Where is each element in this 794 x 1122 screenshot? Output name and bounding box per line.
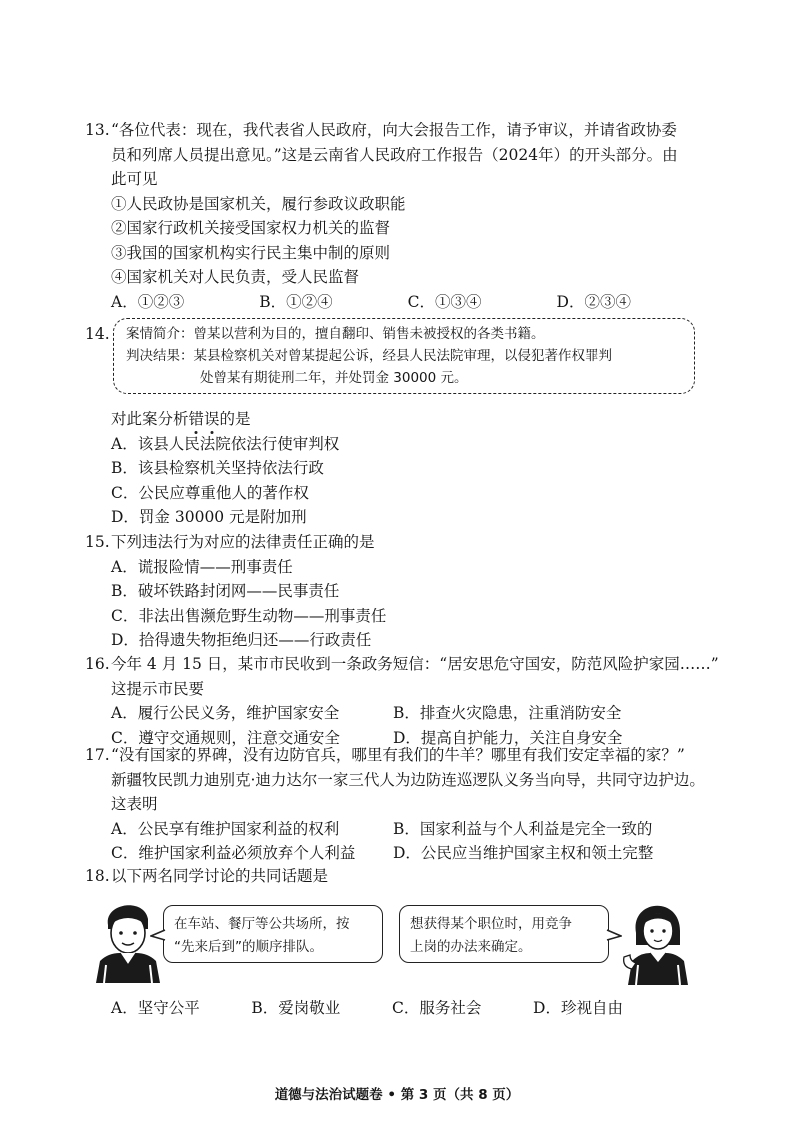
option-c[interactable]: C．非法出售濒危野生动物——刑事责任: [111, 606, 387, 625]
question-number: 15.: [85, 533, 110, 551]
bubble-text: 想获得某个职位时，用竞争: [410, 916, 572, 932]
stem-line: 此可见: [111, 170, 158, 188]
stem-text: 对此案分析: [111, 410, 189, 428]
statement-item: ②国家行政机关接受国家权力机关的监督: [111, 219, 391, 237]
verdict-text: 某县检察机关对曾某提起公诉，经县人民法院审理，以侵犯著作权罪判: [193, 348, 612, 364]
option-c[interactable]: C．遵守交通规则，注意交通安全: [111, 728, 340, 747]
option-d[interactable]: D．②③④: [556, 292, 631, 311]
option-a[interactable]: A．履行公民义务，维护国家安全: [111, 704, 340, 722]
question-number: 16.: [85, 655, 110, 673]
options-row: [111, 290, 631, 315]
option-a[interactable]: A．该县人民法院依法行使审判权: [111, 434, 340, 453]
option-a[interactable]: A．公民享有维护国家利益的权利: [111, 819, 340, 838]
option-b[interactable]: B．爱岗敬业: [251, 999, 341, 1017]
stem-text: 的是: [219, 410, 251, 428]
case-text: 曾某以营利为目的，擅自翻印、销售未被授权的各类书籍。: [193, 326, 545, 342]
stem-line: 员和列席人员提出意见。”这是云南省人民政府工作报告（2024年）的开头部分。由: [111, 145, 678, 164]
stem-line: “各位代表：现在，我代表省人民政府，向大会报告工作，请予审议，并请省政协委: [111, 121, 677, 139]
case-label: 案情简介：: [126, 326, 194, 342]
stem-line: 这表明: [111, 795, 158, 813]
statement-item: ④国家机关对人民负责，受人民监督: [111, 268, 360, 286]
option-d[interactable]: D．提高自护能力，关注自身安全: [393, 728, 623, 747]
option-d[interactable]: D．拾得遗失物拒绝归还——行政责任: [111, 631, 372, 649]
emphasis-char: 错: [188, 410, 205, 428]
stem-line: 今年 4 月 15 日，某市市民收到一条政务短信：“居安思危守国安，防范风险护家园……”: [111, 655, 719, 673]
option-c[interactable]: C．①③④: [407, 292, 482, 311]
option-a[interactable]: A．①②③: [111, 292, 185, 311]
option-b[interactable]: B．排查火灾隐患，注重消防安全: [393, 704, 622, 722]
bubble-text: 上岗的办法来确定。: [410, 939, 532, 955]
stem-line: 以下两名同学讨论的共同话题是: [111, 867, 329, 885]
speech-bubble-left: [163, 905, 383, 963]
stem-line: 新疆牧民凯力迪别克·迪力达尔一家三代人为边防连巡逻队义务当向导，共同守边护边。: [111, 770, 705, 789]
stem-line: 这提示市民要: [111, 679, 205, 698]
question-number: 17.: [85, 746, 110, 764]
stem-line: 下列违法行为对应的法律责任正确的是: [111, 533, 375, 551]
question-13: [85, 118, 695, 314]
option-a[interactable]: A．坚守公平: [111, 999, 200, 1017]
question-18: [85, 864, 695, 889]
option-c[interactable]: C．服务社会: [391, 999, 482, 1017]
girl-illustration: [618, 893, 698, 985]
statement-item: ③我国的国家机构实行民主集中制的原则: [111, 243, 391, 262]
stem-line: “没有国家的界碑，没有边防官兵，哪里有我们的牛羊？哪里有我们安定幸福的家？”: [111, 746, 685, 764]
question-14: [85, 407, 695, 530]
question-number: 18.: [85, 867, 110, 885]
question-15: [85, 530, 695, 653]
option-c[interactable]: C．维护国家利益必须放弃个人利益: [111, 844, 356, 862]
verdict-text-cont: 处曾某有期徒刑二年，并处罚金 30000 元。: [200, 370, 468, 386]
stem-line: [111, 407, 695, 432]
option-b[interactable]: B．破坏铁路封闭网——民事责任: [111, 582, 340, 600]
speech-bubble-right: [399, 905, 609, 963]
question-16: [85, 652, 719, 750]
option-a[interactable]: A．谎报险情——刑事责任: [111, 557, 293, 576]
bubble-text: “先来后到”的顺序排队。: [174, 939, 323, 955]
bubble-text: 在车站、餐厅等公共场所，按: [174, 916, 350, 932]
option-b[interactable]: B．①②④: [259, 292, 333, 311]
question-number: 14.: [85, 325, 110, 343]
option-d[interactable]: D．罚金 30000 元是附加刑: [111, 508, 307, 526]
bubble-tail-left: [150, 928, 166, 942]
question-17: [85, 743, 705, 866]
options-row: [111, 996, 623, 1021]
option-d[interactable]: D．公民应当维护国家主权和领土完整: [393, 844, 654, 862]
statement-item: ①人民政协是国家机关，履行参政议政职能: [111, 194, 406, 213]
verdict-label: 判决结果：: [126, 348, 194, 364]
option-b[interactable]: B．国家利益与个人利益是完全一致的: [393, 819, 653, 838]
option-d[interactable]: D．珍视自由: [533, 999, 623, 1017]
option-c[interactable]: C．公民应尊重他人的著作权: [111, 483, 309, 502]
page-footer: 道德与法治试题卷 • 第 3 页（共 8 页）: [274, 1087, 520, 1103]
question-number: 13.: [85, 121, 110, 139]
case-box: [113, 318, 695, 394]
question-18-options: [85, 996, 695, 1021]
options-grid: [111, 817, 695, 866]
emphasis-char: 误: [204, 410, 220, 428]
option-b[interactable]: B．该县检察机关坚持依法行政: [111, 459, 324, 477]
